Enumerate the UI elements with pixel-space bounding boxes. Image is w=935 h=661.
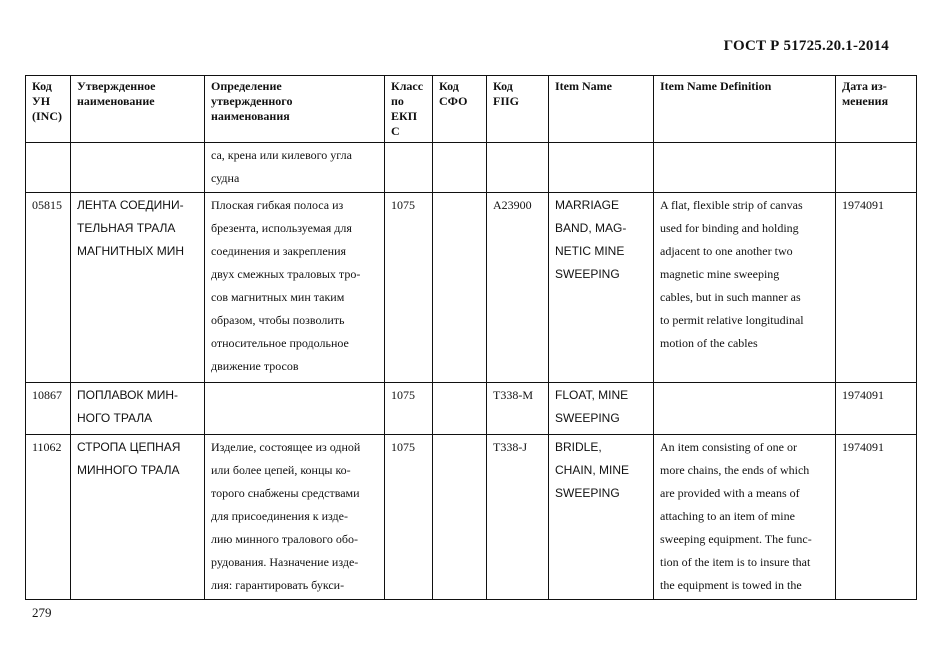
col-header-item-definition: Item Name Definition — [654, 76, 836, 143]
cell-name-ru: СТРОПА ЦЕПНАЯ МИННОГО ТРАЛА — [71, 435, 205, 600]
cell-item-definition: An item consisting of one or more chains, the ends of which are provided with a means of attaching to an item of mine sweeping equipment. The func- tion of the item is to insure that the equipment is towed in the — [654, 435, 836, 600]
cell-class: 1075 — [385, 435, 433, 600]
cell-class — [385, 143, 433, 193]
cell-date: 1974091 — [836, 435, 917, 600]
col-header-class: Класс по ЕКП С — [385, 76, 433, 143]
table-row — [26, 143, 917, 193]
page-number: 279 — [32, 605, 52, 620]
cell-inc: 10867 — [26, 383, 71, 435]
cell-item-name: MARRIAGE BAND, MAG- NETIC MINE SWEEPING — [549, 193, 654, 383]
table-row — [26, 193, 917, 383]
cell-sfo — [433, 435, 487, 600]
cell-item-name: BRIDLE, CHAIN, MINE SWEEPING — [549, 435, 654, 600]
cell-item-definition: A flat, flexible strip of canvas used for binding and holding adjacent to one another two magnetic mine sweeping cables, but in such manner as to permit relative longitudinal motion of the cables — [654, 193, 836, 383]
col-header-item-name: Item Name — [549, 76, 654, 143]
col-header-fiig: Код FIIG — [487, 76, 549, 143]
cell-date: 1974091 — [836, 193, 917, 383]
cell-definition-ru — [205, 383, 385, 435]
cell-class: 1075 — [385, 383, 433, 435]
cell-name-ru — [71, 143, 205, 193]
cell-fiig: A23900 — [487, 193, 549, 383]
table-row — [26, 435, 917, 600]
cell-date: 1974091 — [836, 383, 917, 435]
table-header-row — [26, 76, 917, 143]
cell-item-definition — [654, 143, 836, 193]
col-header-approved-name: Утвержденное наименование — [71, 76, 205, 143]
cell-fiig: T338-M — [487, 383, 549, 435]
cell-sfo — [433, 383, 487, 435]
cell-definition-ru: са, крена или килевого угла судна — [205, 143, 385, 193]
table-row — [26, 383, 917, 435]
cell-inc — [26, 143, 71, 193]
col-header-sfo: Код СФО — [433, 76, 487, 143]
col-header-inc: Код УН (INC) — [26, 76, 71, 143]
cell-name-ru: ПОПЛАВОК МИН- НОГО ТРАЛА — [71, 383, 205, 435]
cell-inc: 11062 — [26, 435, 71, 600]
catalog-table — [25, 75, 917, 600]
cell-fiig — [487, 143, 549, 193]
cell-sfo — [433, 193, 487, 383]
cell-class: 1075 — [385, 193, 433, 383]
cell-inc: 05815 — [26, 193, 71, 383]
cell-item-definition — [654, 383, 836, 435]
standard-designation: ГОСТ Р 51725.20.1-2014 — [723, 38, 889, 54]
col-header-date: Дата из- менения — [836, 76, 917, 143]
cell-date — [836, 143, 917, 193]
cell-name-ru: ЛЕНТА СОЕДИНИ- ТЕЛЬНАЯ ТРАЛА МАГНИТНЫХ МИН — [71, 193, 205, 383]
cell-item-name: FLOAT, MINE SWEEPING — [549, 383, 654, 435]
col-header-approved-definition: Определение утвержденного наименования — [205, 76, 385, 143]
cell-definition-ru: Изделие, состоящее из одной или более цепей, концы ко- торого снабжены средствами для присоединения к изде- лию минного тралового обо- рудования. Назначение изде- лия: гарантировать букси- — [205, 435, 385, 600]
cell-item-name — [549, 143, 654, 193]
cell-definition-ru: Плоская гибкая полоса из брезента, используемая для соединения и закрепления двух смежных траловых тро- сов магнитных мин таким образом, чтобы позволить относительное продольное движение тросов — [205, 193, 385, 383]
cell-sfo — [433, 143, 487, 193]
cell-fiig: T338-J — [487, 435, 549, 600]
